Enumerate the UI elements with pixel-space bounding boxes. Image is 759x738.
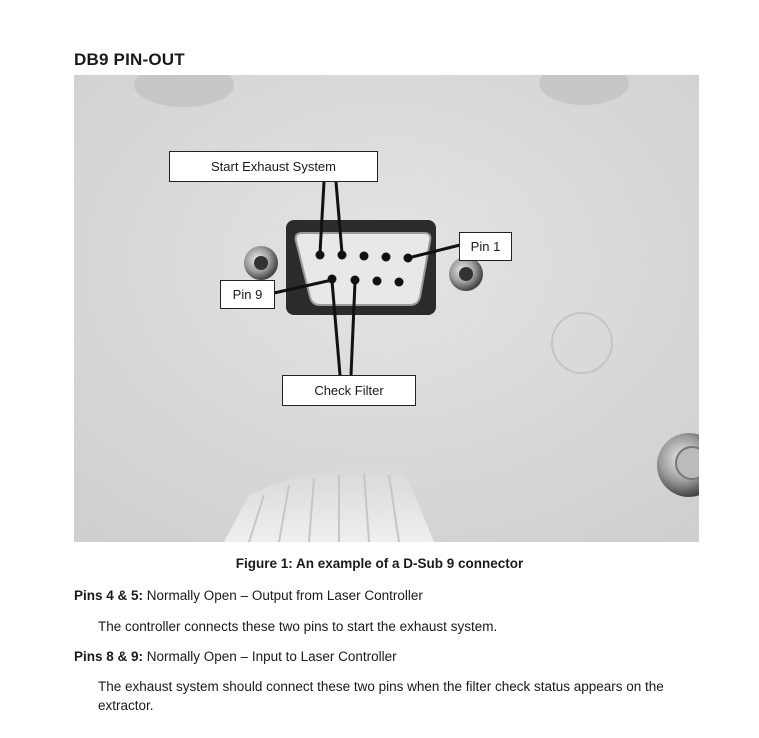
pins-8-9-line [74, 647, 397, 666]
callout-check-filter: Check Filter [282, 375, 416, 406]
callout-pin-9: Pin 9 [220, 280, 275, 309]
pins-8-9-body: The exhaust system should connect these two pins when the filter check status appears on the extractor. [98, 679, 664, 713]
pins-8-9-label: Pins 8 & 9: [74, 649, 144, 664]
callout-start-exhaust-system: Start Exhaust System [169, 151, 378, 182]
db9-connector-photo [74, 75, 699, 542]
figure-caption: Figure 1: An example of a D-Sub 9 connector [235, 556, 524, 571]
pins-4-5-body: The controller connects these two pins to start the exhaust system. [98, 619, 498, 634]
section-heading: DB9 PIN-OUT [74, 50, 185, 69]
pins-4-5-description: Normally Open – Output from Laser Controller [143, 588, 423, 603]
pins-4-5-line [74, 586, 423, 605]
pins-4-5-label: Pins 4 & 5: [74, 588, 144, 603]
callout-pin-1: Pin 1 [459, 232, 512, 261]
pins-8-9-description: Normally Open – Input to Laser Controller [143, 649, 397, 664]
